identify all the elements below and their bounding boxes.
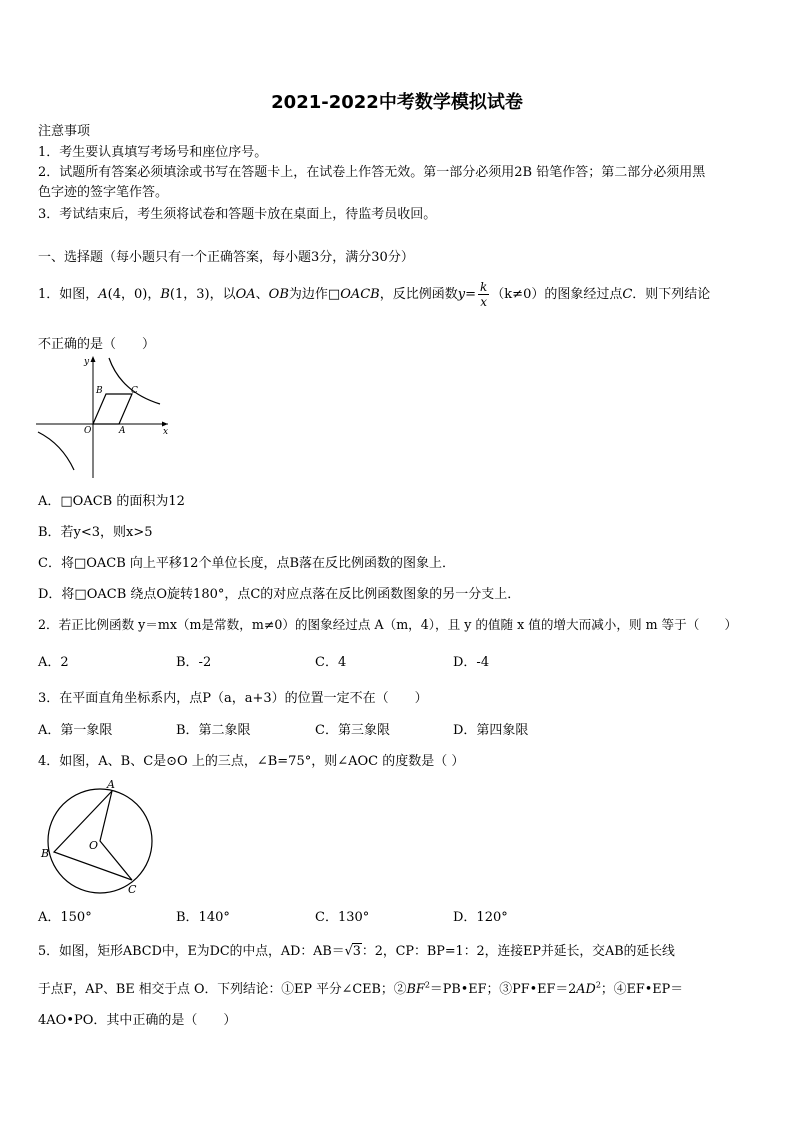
q1-option-d: D．将□OACB 绕点O旋转180°，点C的对应点落在反比例函数图象的另一分支上．: [38, 587, 521, 602]
q4-figure: [36, 774, 166, 902]
q3-option-c: C．第三象限: [315, 723, 390, 738]
q2-stem: 2．若正比例函数 y＝mx（m是常数，m≠0）的图象经过点 A（m，4），且 y 的值随 x 值的增大而减小，则 m 等于（ ）: [38, 617, 738, 632]
q3-stem: 3．在平面直角坐标系内，点P（a，a+3）的位置一定不在（ ）: [38, 691, 428, 706]
q2-option-b: B．-2: [176, 655, 212, 670]
section-heading: 一、选择题（每小题只有一个正确答案，每小题3分，满分30分）: [38, 250, 414, 265]
svg-text:C: C: [128, 883, 137, 896]
q4-option-c: C．130°: [315, 910, 370, 925]
q3-option-a: A．第一象限: [38, 723, 113, 738]
q1-stem-cont: 不正确的是（ ）: [38, 337, 156, 352]
q2-option-d: D．-4: [453, 655, 490, 670]
svg-text:x: x: [163, 427, 169, 437]
q4-option-a: A．150°: [38, 910, 92, 925]
svg-text:A: A: [107, 778, 115, 791]
svg-text:A: A: [119, 426, 126, 436]
q2-option-a: A．2: [38, 655, 69, 670]
svg-text:y: y: [84, 357, 90, 367]
q4-option-b: B．140°: [176, 910, 230, 925]
q1-option-a: A．□OACB 的面积为12: [38, 494, 185, 509]
q2-option-c: C．4: [315, 655, 347, 670]
k-over-x-fraction: $\frac{k}{x}$: [480, 280, 488, 309]
svg-text:C: C: [131, 386, 138, 396]
q1-option-c: C．将□OACB 向上平移12个单位长度，点B落在反比例函数的图象上．: [38, 556, 456, 571]
notice-heading: 注意事项: [38, 124, 91, 139]
notice-item-1: 1．考生要认真填写考场号和座位序号。: [38, 145, 268, 160]
svg-text:O: O: [84, 426, 92, 436]
sqrt-three: 3: [352, 944, 361, 959]
notice-item-2-cont: 色字迹的签字笔作答。: [38, 185, 169, 200]
q1-stem: 1．如图，A(4，0)，B(1，3)，以OA、OB为边作□OACB，反比例函数y= $\frac{k}{x}$ （k≠0）的图象经过点C．则下列结论: [38, 280, 711, 309]
notice-item-2: 2．试题所有答案必须填涂或书写在答题卡上，在试卷上作答无效。第一部分必须用2B 铅笔作答；第二部分必须用黑: [38, 165, 706, 180]
q1-figure: [36, 352, 176, 482]
q3-option-d: D．第四象限: [453, 723, 529, 738]
q5-stem-line1: 5．如图，矩形ABCD中，E为DC的中点，AD：AB＝√3：2，CP：BP=1：2，连接EP并延长，交AB的延长线: [38, 944, 675, 959]
svg-text:O: O: [89, 839, 99, 852]
q1-option-b: B．若y<3，则x>5: [38, 525, 153, 540]
q5-stem-line3: 4AO•PO．其中正确的是（ ）: [38, 1013, 237, 1028]
q4-stem: 4．如图，A、B、C是⊙O 上的三点，∠B=75°，则∠AOC 的度数是（ ）: [38, 754, 465, 769]
notice-item-3: 3．考试结束后，考生须将试卷和答题卡放在桌面上，待监考员收回。: [38, 207, 437, 222]
q4-option-d: D．120°: [453, 910, 508, 925]
q3-option-b: B．第二象限: [176, 723, 251, 738]
exam-title: 2021-2022中考数学模拟试卷: [271, 92, 523, 113]
svg-text:B: B: [41, 847, 50, 860]
svg-text:B: B: [96, 386, 103, 396]
q5-stem-line2: 于点F，AP、BE 相交于点 O．下列结论：①EP 平分∠CEB；$②BF^2=PB•EF$；$③PF•EF=2AD^2$；④EF•EP＝: [38, 980, 684, 997]
